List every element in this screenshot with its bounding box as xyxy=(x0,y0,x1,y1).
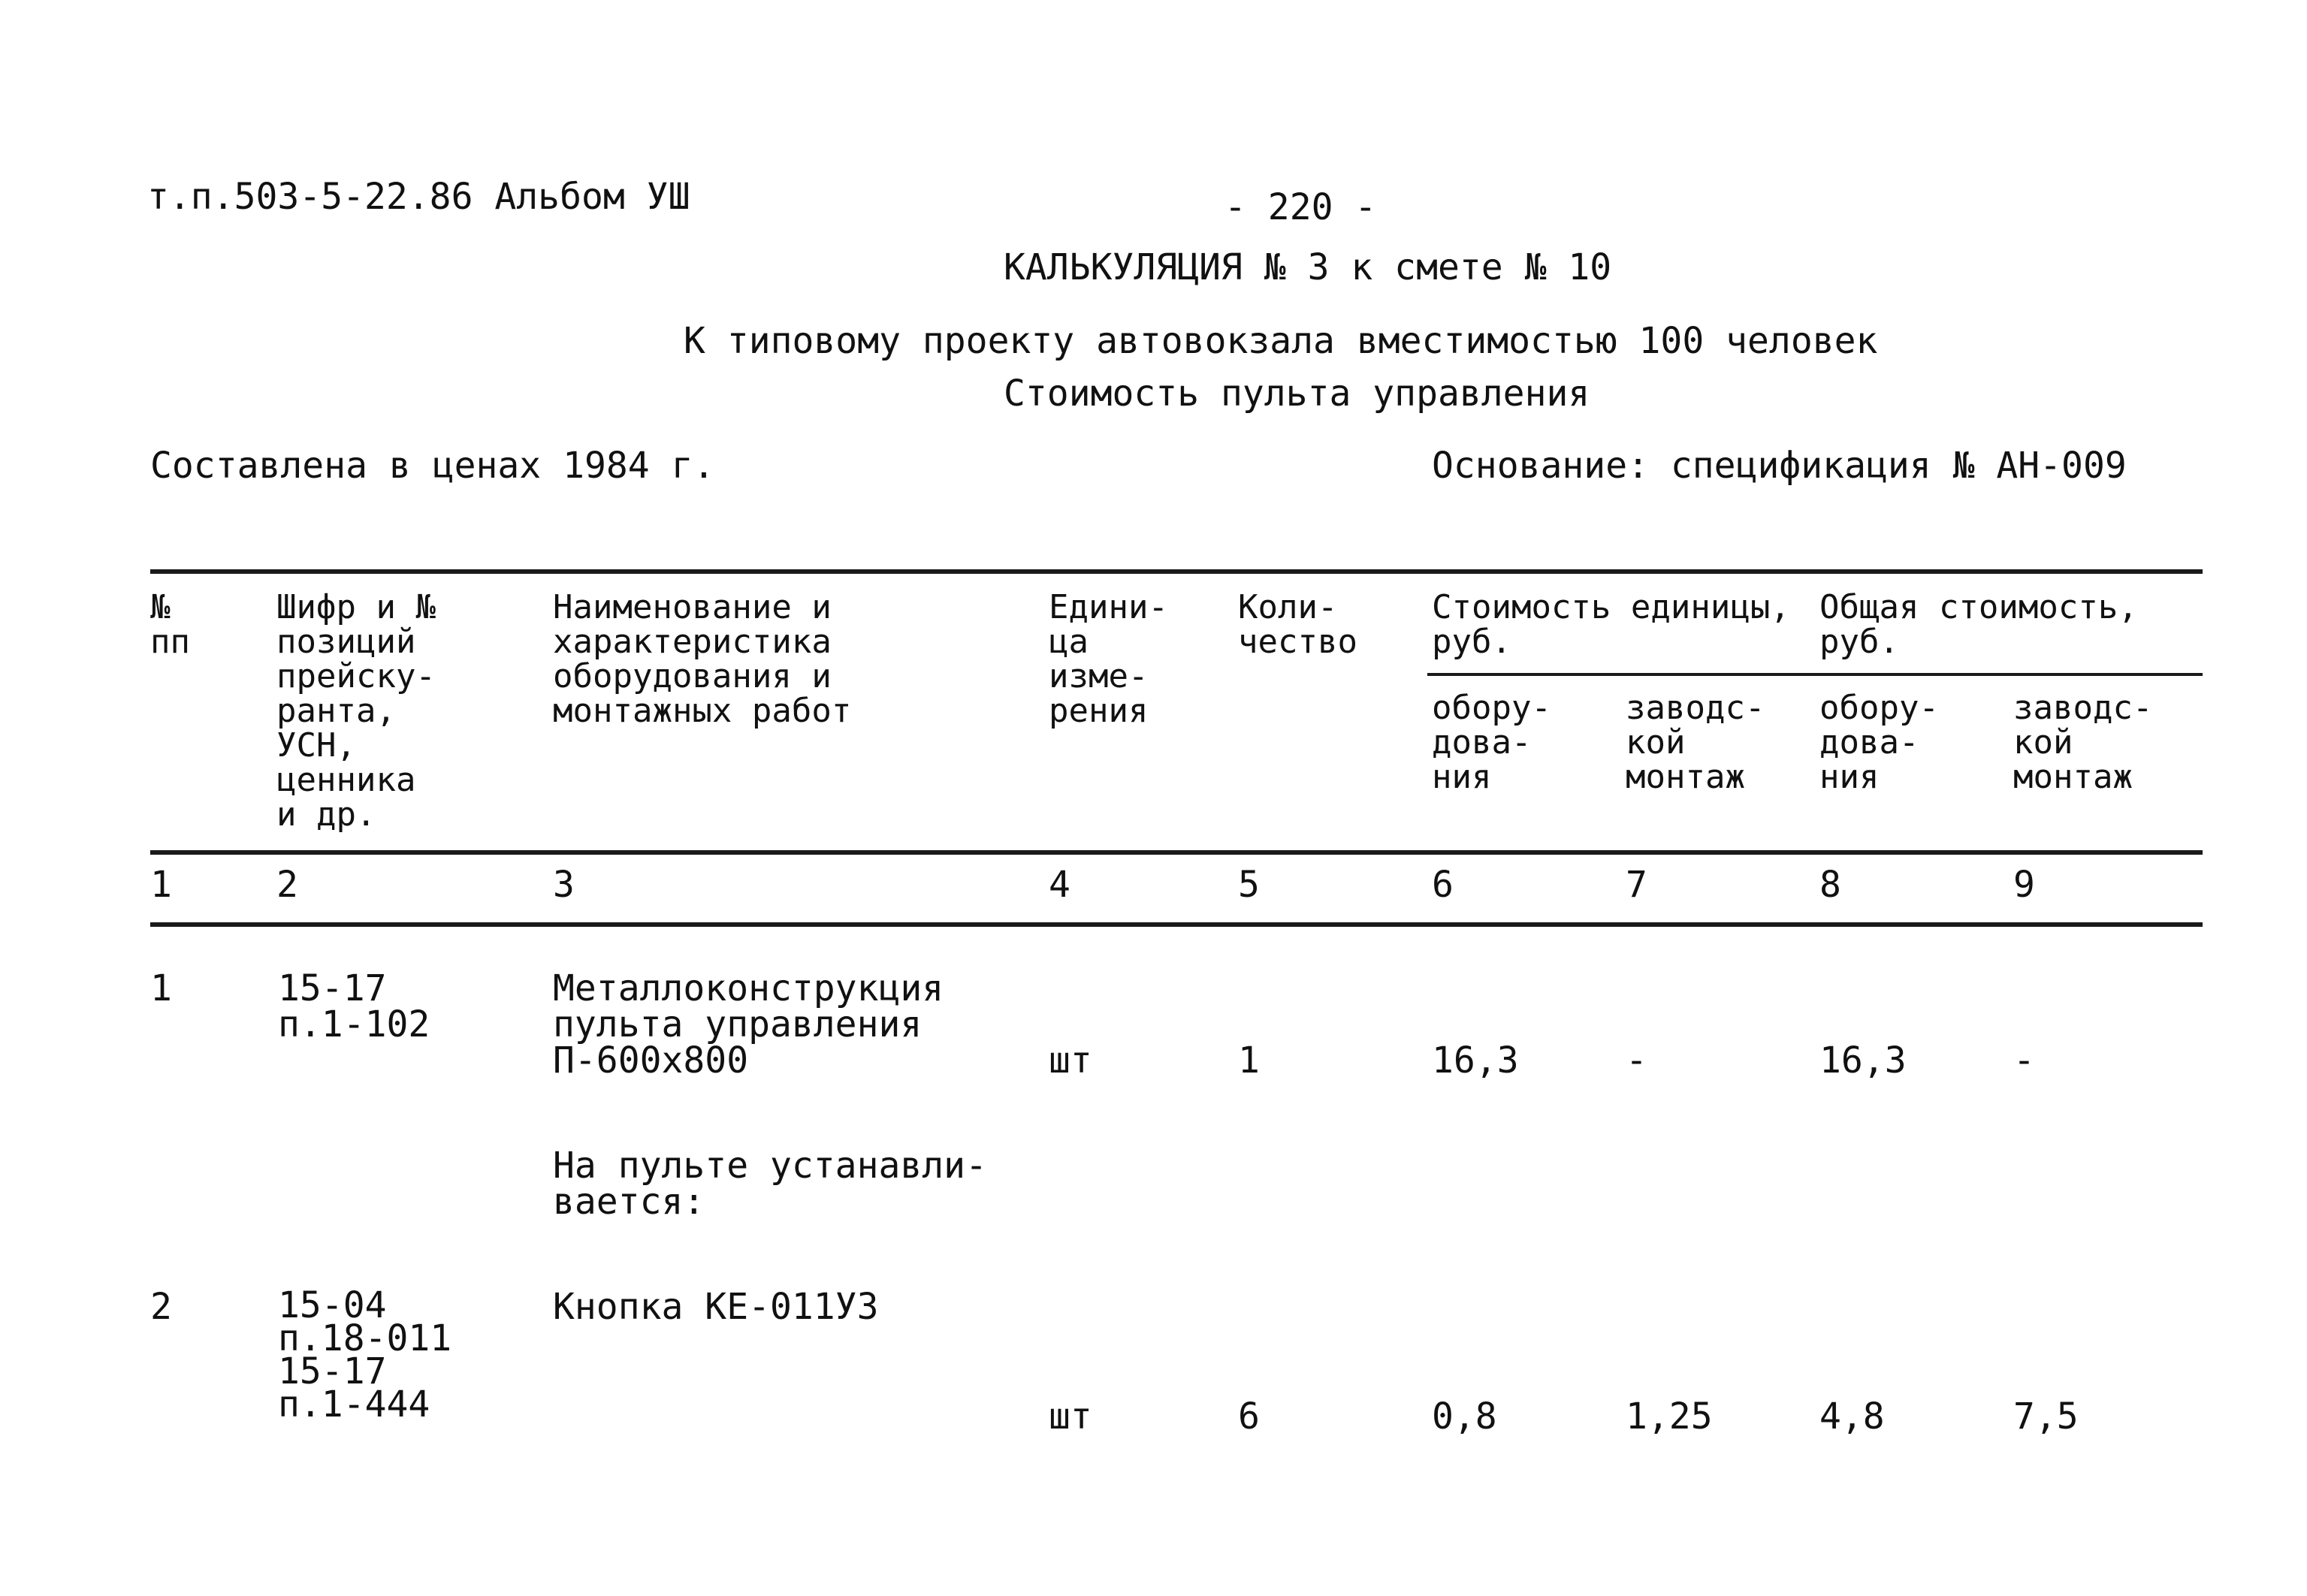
row-quantity: 6 xyxy=(1238,1395,1260,1438)
row-unit-factory-cost: - xyxy=(1626,1039,1647,1082)
row-total-equipment-cost: 16,3 xyxy=(1819,1039,1907,1082)
column-numbers-rule xyxy=(150,922,2203,927)
row-unit-factory-cost: 1,25 xyxy=(1626,1395,1713,1438)
basis-note: Основание: спецификация № АН-009 xyxy=(1432,445,2127,487)
document-reference: т.п.503-5-22.86 Альбом УШ xyxy=(147,176,690,218)
column-number: 1 xyxy=(150,864,172,906)
row-number: 2 xyxy=(150,1286,172,1328)
row-total-equipment-cost: 4,8 xyxy=(1819,1395,1885,1438)
page-title: КАЛЬКУЛЯЦИЯ № 3 к смете № 10 xyxy=(1004,246,1612,288)
page-number: - 220 - xyxy=(1224,186,1377,228)
row-quantity: 1 xyxy=(1238,1039,1260,1082)
header-name: Наименование и характеристика оборудования и монтажных работ xyxy=(553,588,852,730)
subheader-unit-factory: заводс- кой монтаж xyxy=(1626,689,1765,796)
header-total-cost: Общая стоимость, руб. xyxy=(1819,588,2138,661)
row-unit-equipment-cost: 0,8 xyxy=(1432,1395,1497,1438)
row-unit-equipment-cost: 16,3 xyxy=(1432,1039,1519,1082)
column-number: 2 xyxy=(276,864,298,906)
column-number: 7 xyxy=(1626,864,1647,906)
column-number: 8 xyxy=(1819,864,1841,906)
column-number: 4 xyxy=(1049,864,1070,906)
row-unit: шт xyxy=(1049,1395,1092,1438)
row-code: 15-04 п.18-011 15-17 п.1-444 xyxy=(278,1284,452,1426)
header-unit: Едини- ца изме- рения xyxy=(1049,588,1168,730)
subheader-total-factory: заводс- кой монтаж xyxy=(2013,689,2153,796)
row-total-factory-cost: 7,5 xyxy=(2013,1395,2079,1438)
column-number: 5 xyxy=(1238,864,1260,906)
row-item-name: Металлоконструкция пульта управления П-600х800 xyxy=(553,967,944,1082)
row-total-factory-cost: - xyxy=(2013,1039,2035,1082)
column-number: 9 xyxy=(2013,864,2035,906)
column-number: 3 xyxy=(553,864,575,906)
subheader-total-equipment: обору- дова- ния xyxy=(1819,689,1939,796)
prices-note: Составлена в ценах 1984 г. xyxy=(150,445,715,487)
row-unit: шт xyxy=(1049,1039,1092,1082)
header-code: Шифр и № позиций прейску- ранта, УСН, ценника и др. xyxy=(276,588,436,834)
row-note: На пульте устанавли- вается: xyxy=(553,1145,987,1223)
subtitle-project: К типовому проекту автовокзала вместимостью 100 человек xyxy=(684,320,1878,362)
subheader-unit-equipment: обору- дова- ния xyxy=(1432,689,1551,796)
subtitle-cost: Стоимость пульта управления xyxy=(1004,373,1590,415)
table-top-rule xyxy=(150,569,2203,574)
column-number: 6 xyxy=(1432,864,1454,906)
header-unit-cost: Стоимость единицы, руб. xyxy=(1432,588,1790,661)
row-item-name: Кнопка КЕ-011У3 xyxy=(553,1286,879,1328)
header-bottom-rule xyxy=(150,850,2203,855)
header-number: № пп xyxy=(150,588,190,661)
header-quantity: Коли- чество xyxy=(1238,588,1357,661)
header-subdivider-rule xyxy=(1427,673,2203,676)
row-number: 1 xyxy=(150,967,172,1009)
row-code: 15-17 п.1-102 xyxy=(278,967,430,1045)
